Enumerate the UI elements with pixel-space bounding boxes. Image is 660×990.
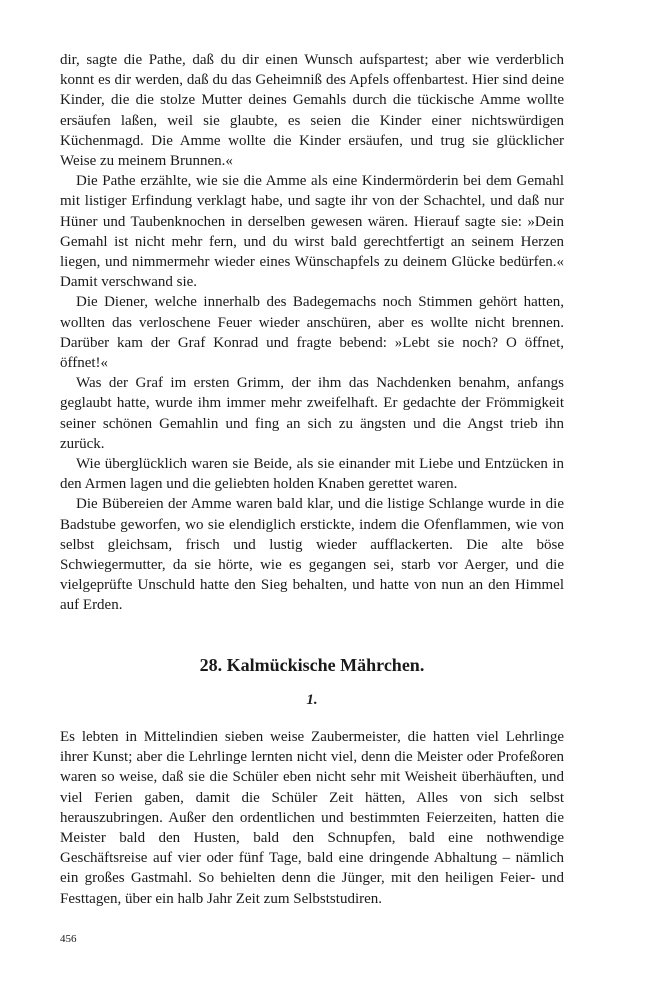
continuation-text: [60, 50, 564, 616]
paragraph: Es lebten in Mittelindien sieben weise Zaubermeister, die hatten viel Lehrlinge ihrer Kunst; aber die Lehrlinge lernten nicht viel, denn die Meister oder Profeßoren waren so weise, daß sie die Schüler eben nicht sehr mit Weisheit überhäuften, und viel Ferien gaben, damit die Schüler Zeit hätten, Alles von sich selbst herauszubringen. Außer den ordentlichen und bestimmten Feierzeiten, hatten die Meister bald den Husten, bald den Schnupfen, bald eine nothwendige Geschäftsreise auf vier oder fünf Tage, bald eine dringende Abhaltung – nämlich ein großes Gastmahl. So behielten denn die Jünger, mit den heiligen Feier- und Festtagen, über ein halb Jahr Zeit zum Selbststudiren.: [60, 729, 564, 907]
paragraph: Die Diener, welche innerhalb des Badegemachs noch Stimmen gehört hatten, wollten das verloschene Feuer wieder anschüren, aber es wollte nicht brennen. Darüber kam der Graf Konrad und fragte bebend: »Lebt sie noch? O öffnet, öffnet!«: [60, 294, 564, 372]
paragraph: Die Pathe erzählte, wie sie die Amme als eine Kindermörderin bei dem Gemahl mit listiger Erfindung verklagt habe, und sagte ihr von der Schachtel, und daß nur Hüner und Taubenknochen in derselben gewesen wären. Hierauf sagte sie: »Dein Gemahl ist nicht mehr fern, und du wirst bald gerechtfertigt an seinem Herzen liegen, und nimmermehr wieder eines Wünschapfels zu deinem Glücke bedürfen.« Damit verschwand sie.: [60, 173, 564, 291]
paragraph: dir, sagte die Pathe, daß du dir einen Wunsch aufspartest; aber wie verderblich konnt es dir werden, daß du das Geheimniß des Apfels offenbartest. Hier sind deine Kinder, die die stolze Mutter deines Gemahls durch die tückische Amme wollte ersäufen laßen, weil sie glaubte, es seien die Kinder einer nichtswürdigen Küchenmagd. Die Amme wollte die Kinder ersäufen, und trug sie glücklicher Weise zu meinem Brunnen.«: [60, 52, 564, 170]
paragraph: Die Bübereien der Amme waren bald klar, und die listige Schlange wurde in die Badstube geworfen, wo sie elendiglich erstickte, indem die Ofenflammen, wie von selbst gleichsam, frisch und lustig wieder aufflackerten. Die alte böse Schwiegermutter, da sie hörte, wie es gegangen sei, starb vor Aerger, und die vielgeprüfte Unschuld hatte den Sieg behalten, und hatte von nun an den Himmel auf Erden.: [60, 496, 564, 614]
story-text: [60, 727, 564, 909]
chapter-title: 28. Kalmückische Mährchen.: [199, 655, 425, 675]
paragraph: Wie überglücklich waren sie Beide, als sie einander mit Liebe und Entzücken in den Armen lagen und die geliebten holden Knaben gerettet waren.: [60, 456, 564, 493]
paragraph: Was der Graf im ersten Grimm, der ihm das Nachdenken benahm, anfangs geglaubt hatte, wurde ihm immer mehr zweifelhaft. Er gedachte der Frömmigkeit seiner schönen Gemahlin und fing an sich zu ängsten und die Angst trieb ihn zurück.: [60, 375, 564, 452]
page-number: 456: [60, 933, 77, 945]
section-number: 1.: [306, 692, 318, 708]
